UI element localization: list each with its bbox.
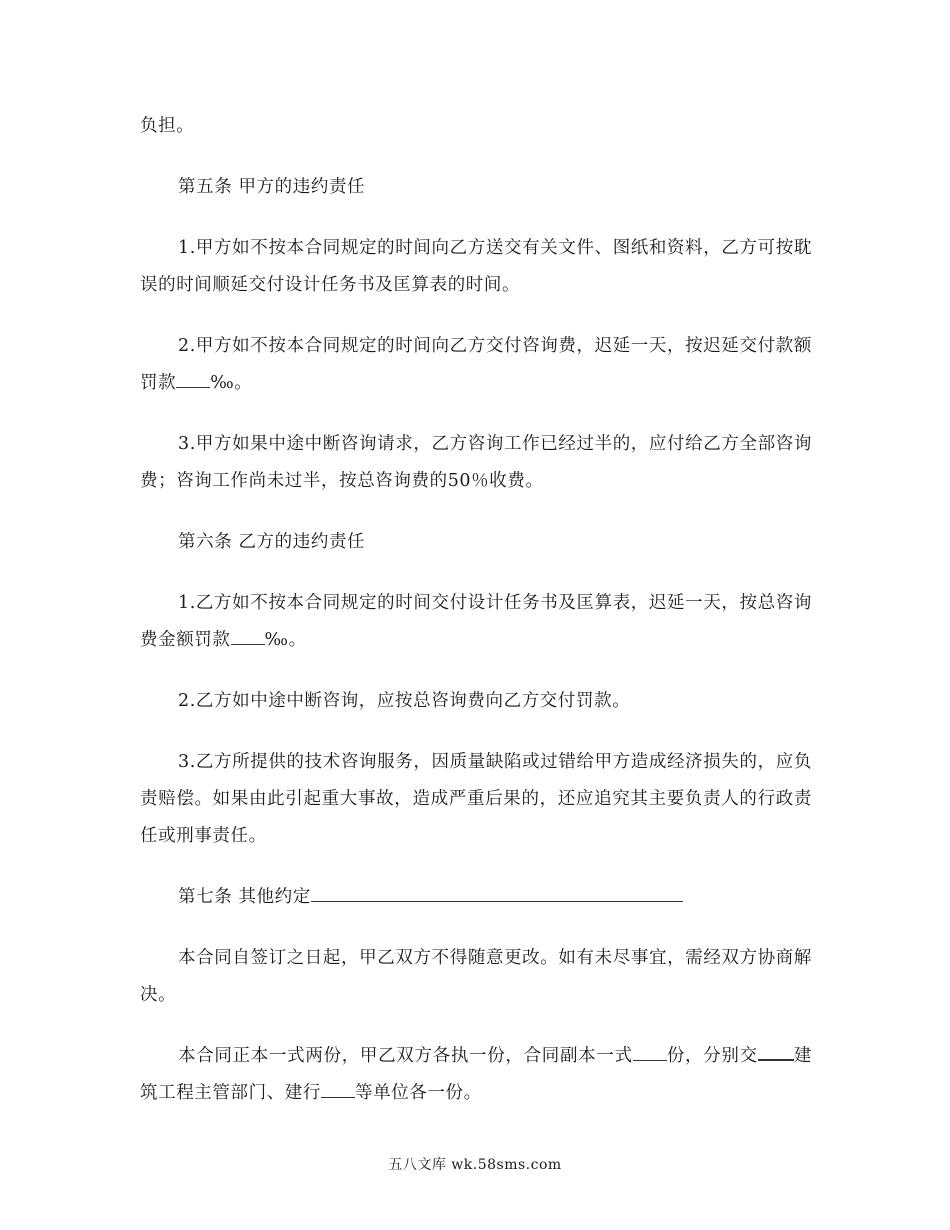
article-6-clause-1 (140, 585, 812, 659)
article-5-clause-2-text: 2.甲方如不按本合同规定的时间向乙方交付咨询费，迟延一天，按迟延交付款额罚款 (140, 336, 812, 393)
article-7-heading (140, 879, 812, 916)
article-5-clause-2 (140, 328, 812, 402)
article-5-heading: 第五条 甲方的违约责任 (178, 177, 366, 197)
article-7-clause-2-text: 本合同正本一式两份，甲乙双方各执一份，合同副本一式 (178, 1046, 633, 1066)
article-7-clause-2-end: 等单位各一份。 (355, 1083, 482, 1103)
article-6-clause-2: 2.乙方如中途中断咨询，应按总咨询费向乙方交付罚款。 (178, 691, 631, 711)
bank-blank (321, 1077, 355, 1098)
article-7-clause-2-mid: 份，分别交 (666, 1046, 758, 1066)
article-6-heading: 第六条 乙方的违约责任 (178, 532, 366, 552)
article-7-clause-2 (140, 1038, 812, 1112)
document-body (140, 108, 812, 1136)
article-7-clause-1: 本合同自签订之日起，甲乙双方不得随意更改。如有未尽事宜，需经双方协商解决。 (140, 948, 812, 1005)
article-5-clause-2-suffix: ‰。 (210, 373, 253, 393)
page-footer: 五八文库 wk.58sms.com (388, 1157, 562, 1173)
article-5-clause-3: 3.甲方如果中途中断咨询请求，乙方咨询工作已经过半的，应付给乙方全部咨询费；咨询工作尚未过半，按总咨询费的50％收费。 (140, 434, 812, 491)
other-terms-blank (311, 881, 683, 902)
article-5-clause-1: 1.甲方如不按本合同规定的时间向乙方送交有关文件、图纸和资料，乙方可按耽误的时间顺延交付设计任务书及匡算表的时间。 (140, 238, 812, 295)
authority-blank (758, 1039, 794, 1061)
article-7-clause-2-cont: 建筑工程主管部门、建行 (140, 1046, 813, 1103)
article-7-heading-text: 第七条 其他约定 (178, 887, 311, 907)
penalty-rate-blank (176, 367, 210, 388)
penalty-rate-blank (231, 624, 265, 645)
article-6-clause-1-suffix: ‰。 (264, 630, 307, 650)
paragraph-continuation: 负担。 (140, 116, 195, 136)
article-6-clause-3: 3.乙方所提供的技术咨询服务，因质量缺陷或过错给甲方造成经济损失的，应负责赔偿。如果由此引起重大事故，造成严重后果的，还应追究其主要负责人的行政责任或刑事责任。 (140, 752, 812, 846)
copies-count-blank (633, 1040, 667, 1061)
article-6-clause-1-text: 1.乙方如不按本合同规定的时间交付设计任务书及匡算表，迟延一天，按总咨询费金额罚款 (140, 593, 812, 650)
